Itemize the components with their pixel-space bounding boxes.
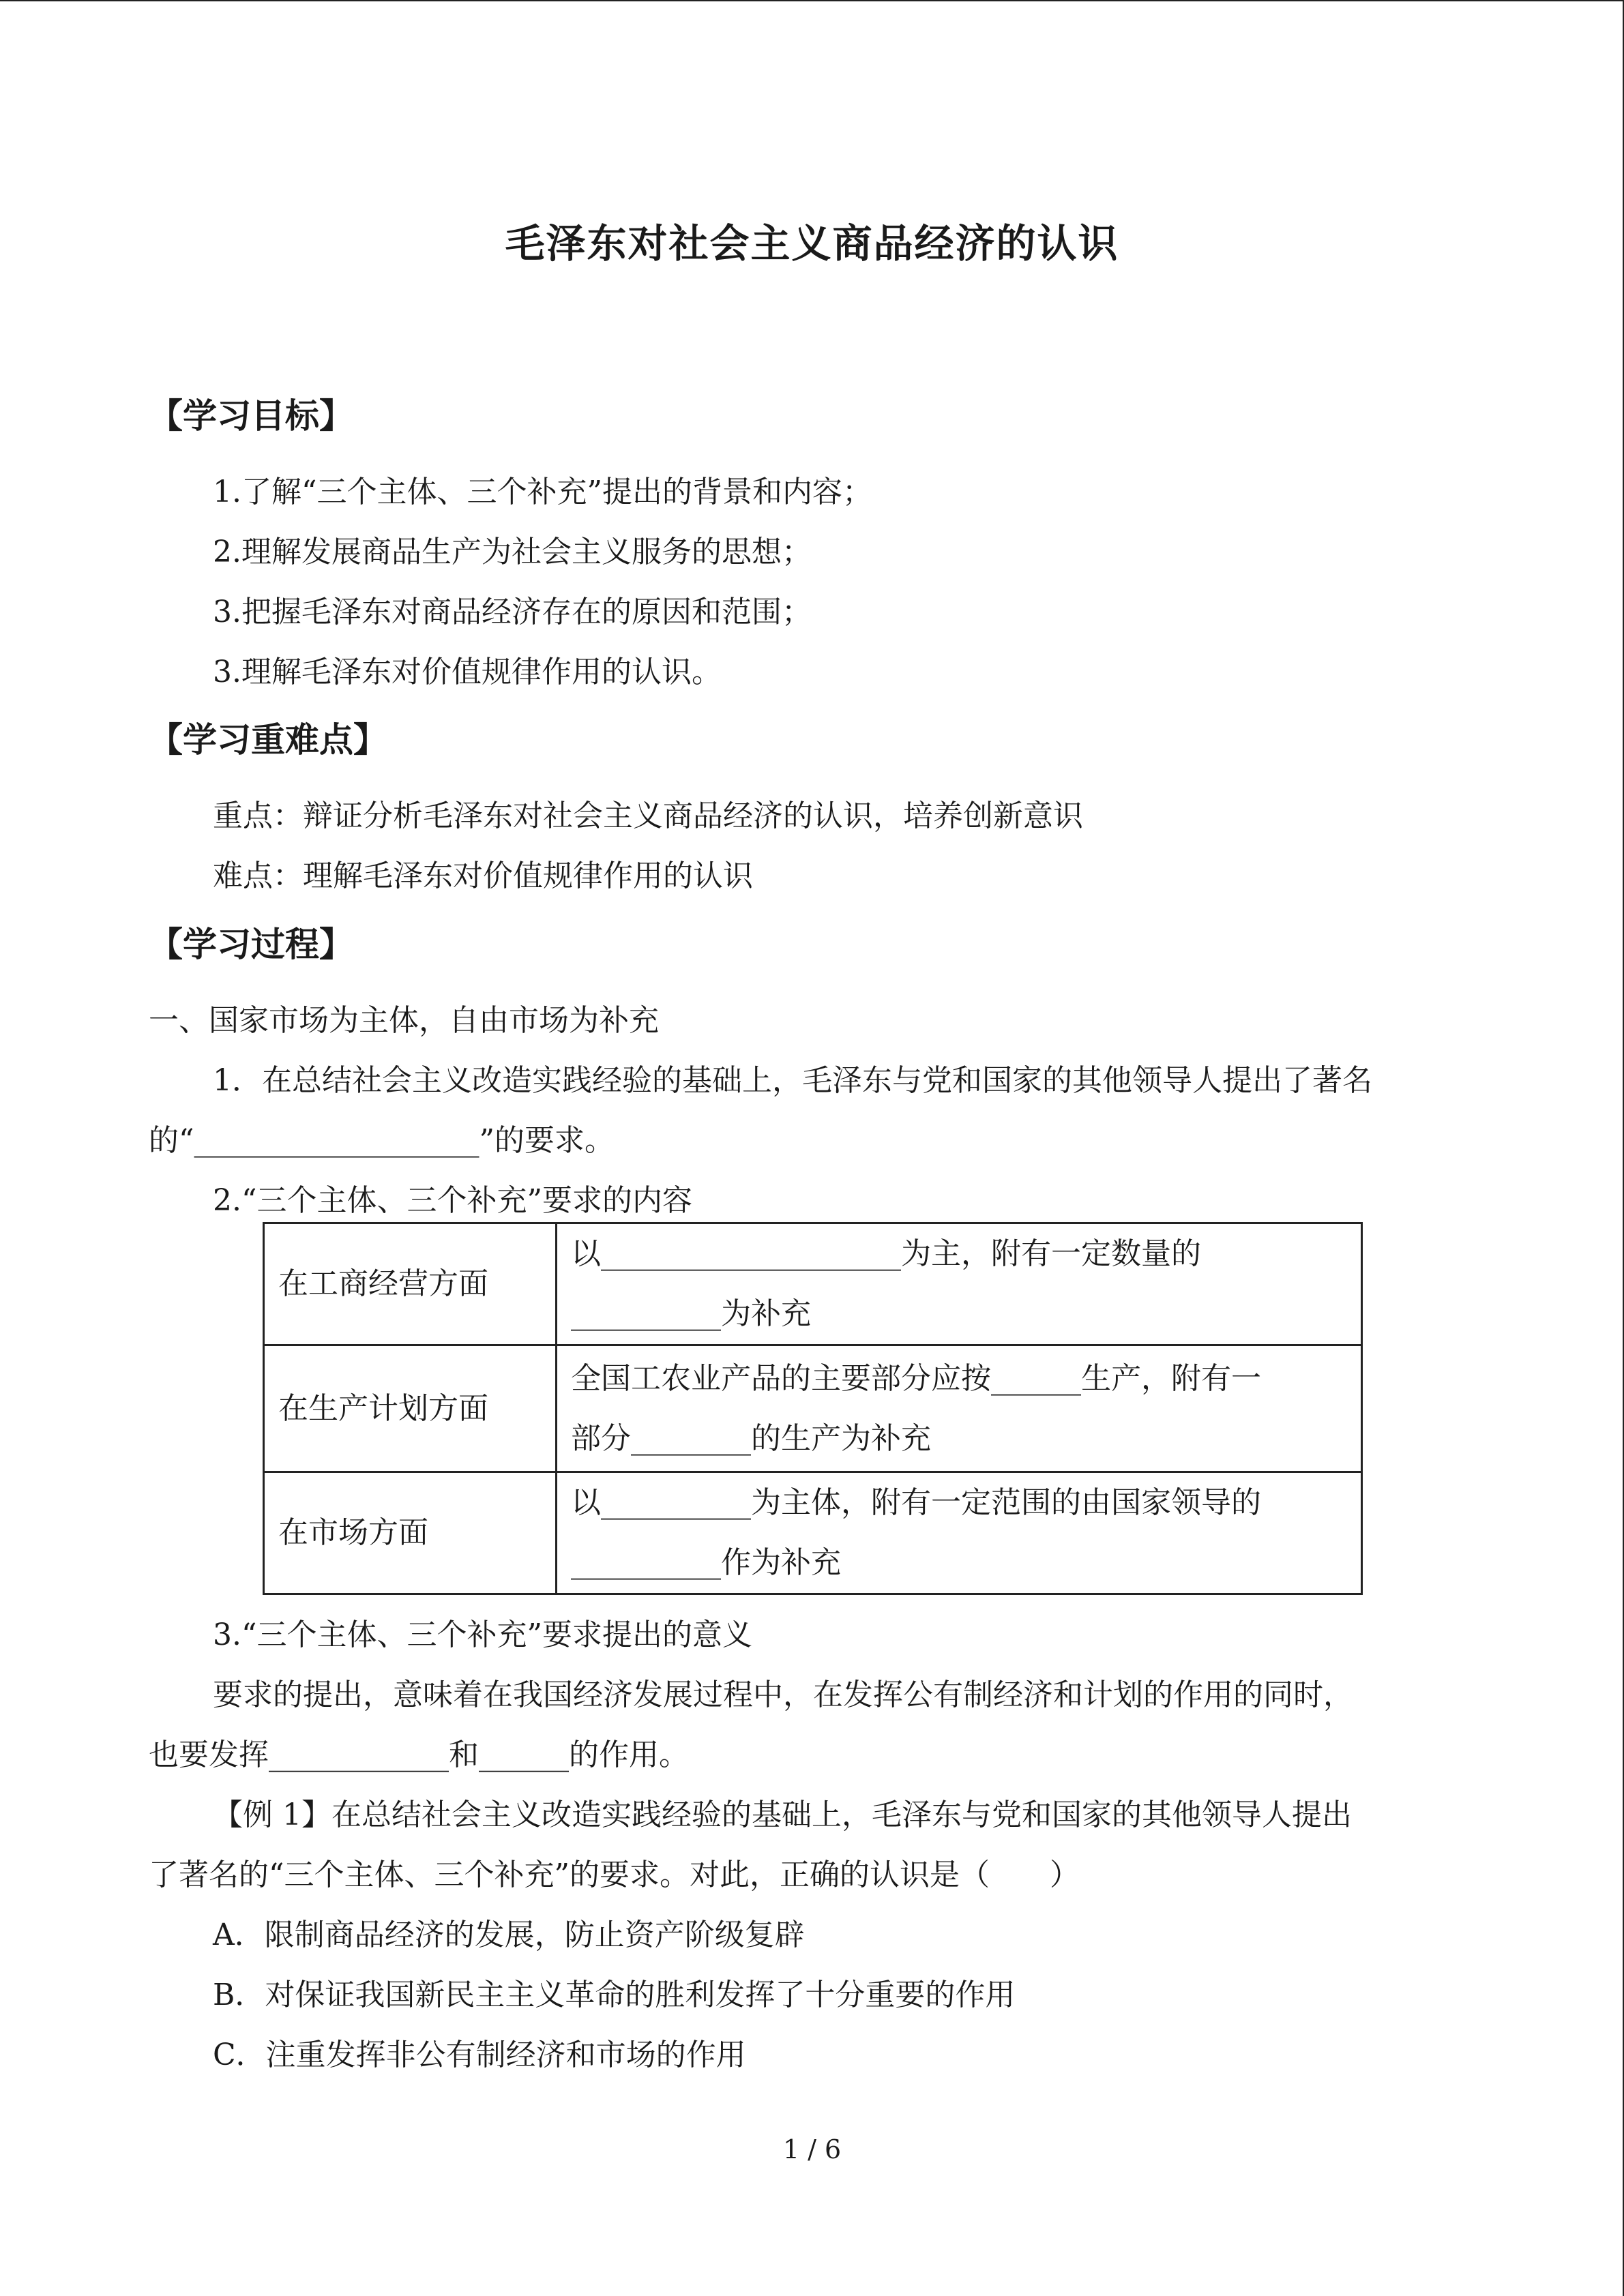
page-number: 1 / 6 bbox=[782, 2134, 842, 2164]
table-row-content bbox=[557, 1472, 1362, 1594]
table-row-label: 在市场方面 bbox=[264, 1472, 557, 1594]
goal-item: 3.理解毛泽东对价值规律作用的认识。 bbox=[213, 655, 722, 689]
question-3: 3.“三个主体、三个补充”要求提出的意义 bbox=[213, 1617, 752, 1652]
table-row-label: 在工商经营方面 bbox=[264, 1223, 557, 1345]
question-3-body-line1: 要求的提出，意味着在我国经济发展过程中，在发挥公有制经济和计划的作用的同时， bbox=[213, 1678, 1353, 1712]
goal-item: 2.理解发展商品生产为社会主义服务的思想； bbox=[213, 535, 812, 569]
part1-heading: 一、国家市场为主体，自由市场为补充 bbox=[149, 1003, 659, 1038]
goal-item: 3.把握毛泽东对商品经济存在的原因和范围； bbox=[213, 595, 812, 629]
question-1-line1: 1．在总结社会主义改造实践经验的基础上，毛泽东与党和国家的其他领导人提出了著名 bbox=[213, 1063, 1372, 1098]
table-row bbox=[264, 1345, 1362, 1472]
table-cell-line: 以__________为主体，附有一定范围的由国家领导的 bbox=[571, 1485, 1261, 1520]
option-b: B．对保证我国新民主主义革命的胜利发挥了十分重要的作用 bbox=[213, 1978, 1016, 2012]
table-row bbox=[264, 1223, 1362, 1345]
question-1-line2: 的“___________________”的要求。 bbox=[149, 1123, 615, 1158]
table-cell-line: __________作为补充 bbox=[571, 1545, 841, 1580]
question-3-body-line2: 也要发挥____________和______的作用。 bbox=[149, 1738, 689, 1772]
key-point: 重点：辩证分析毛泽东对社会主义商品经济的认识，培养创新意识 bbox=[213, 799, 1083, 833]
table-row bbox=[264, 1472, 1362, 1594]
question-2: 2.“三个主体、三个补充”要求的内容 bbox=[213, 1183, 692, 1218]
example-1-line2: 了著名的“三个主体、三个补充”的要求。对此，正确的认识是（ ） bbox=[149, 1858, 1080, 1892]
goals-heading: 【学习目标】 bbox=[149, 396, 353, 436]
option-a: A．限制商品经济的发展，防止资产阶级复辟 bbox=[213, 1918, 805, 1952]
example-1-line1: 【例 1】在总结社会主义改造实践经验的基础上，毛泽东与党和国家的其他领导人提出 bbox=[213, 1798, 1352, 1832]
table-cell-line: 以____________________为主，附有一定数量的 bbox=[571, 1236, 1201, 1271]
page-top-border bbox=[0, 0, 1623, 1]
difficult-point: 难点：理解毛泽东对价值规律作用的认识 bbox=[213, 859, 753, 893]
key-points-heading: 【学习重难点】 bbox=[149, 720, 387, 760]
document-title: 毛泽东对社会主义商品经济的认识 bbox=[505, 220, 1119, 267]
table-row-label: 在生产计划方面 bbox=[264, 1345, 557, 1472]
table-row-content bbox=[557, 1223, 1362, 1345]
process-heading: 【学习过程】 bbox=[149, 925, 353, 964]
option-c: C．注重发挥非公有制经济和市场的作用 bbox=[213, 2038, 746, 2072]
content-table bbox=[263, 1222, 1363, 1595]
table-row-content bbox=[557, 1345, 1362, 1472]
table-cell-line: 全国工农业产品的主要部分应按______生产，附有一 bbox=[571, 1360, 1261, 1396]
table-cell-line: 部分________的生产为补充 bbox=[571, 1420, 931, 1456]
table-cell-line: __________为补充 bbox=[571, 1296, 811, 1331]
goal-item: 1.了解“三个主体、三个补充”提出的背景和内容； bbox=[213, 475, 872, 509]
